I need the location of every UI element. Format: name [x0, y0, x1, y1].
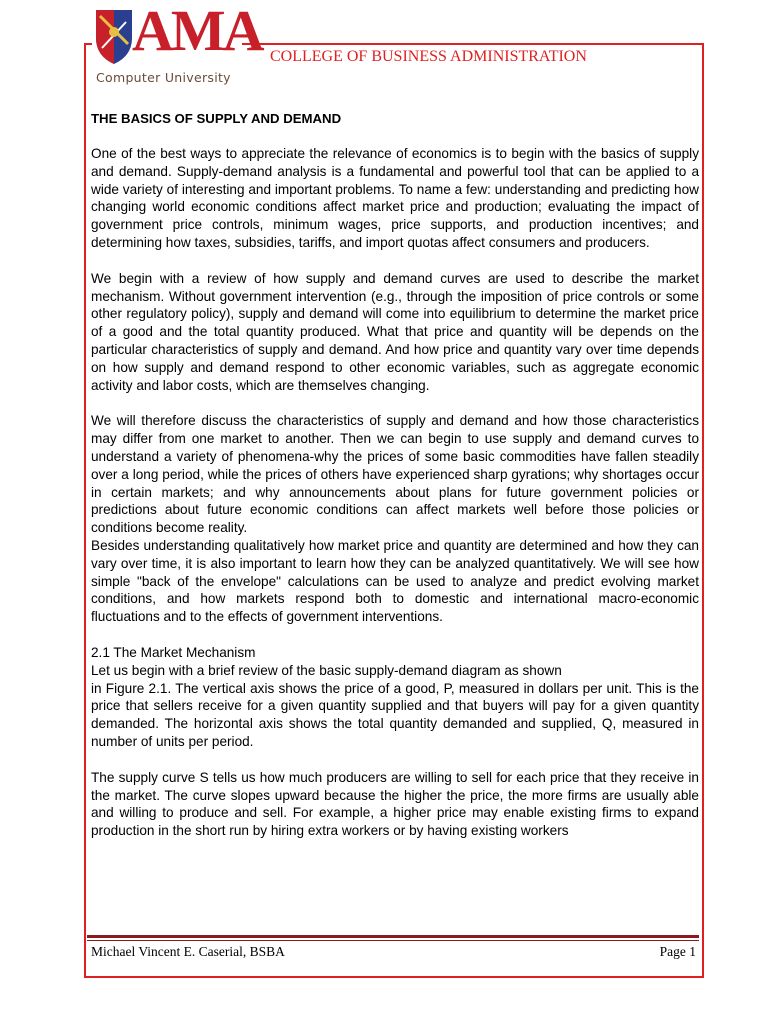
logo-subtitle: Computer University: [96, 70, 231, 85]
paragraph: We will therefore discuss the characteristics of supply and demand and how those characteristics may differ from one market to another. Then we can begin to use supply and demand curves to understand a variety of phenomena-why the prices of some basic commodities have fallen steadily over a long period, while the prices of others have experienced sharp gyrations; why shortages occur in certain markets; and why announcements about plans for future government policies or predictions about future economic conditions can affect markets well before those policies or conditions become reality.: [91, 413, 699, 536]
footer-rule-thin: [87, 940, 699, 941]
paragraph: Let us begin with a brief review of the basic supply-demand diagram as shown: [91, 662, 562, 678]
paragraph: One of the best ways to appreciate the relevance of economics is to begin with the basics of supply and demand. Supply-demand analysis is a fundamental and powerful tool that can be applied to a wide variety of interesting and important problems. To name a few: understanding and predicting how changing world economic conditions affect market price and production; evaluating the impact of government price controls, minimum wages, price supports, and production incentives; and determining how taxes, subsidies, tariffs, and import quotas affect consumers and producers.: [91, 146, 699, 250]
ama-logo: [92, 0, 262, 88]
document-body: [91, 110, 699, 840]
paragraph: The supply curve S tells us how much producers are willing to sell for each price that they receive in the market. The curve slopes upward because the higher the price, the more firms are usually able and willing to produce and sell. For example, a higher price may enable existing firms to expand production in the short run by hiring extra workers or by having existing workers: [91, 769, 699, 839]
paragraph: in Figure 2.1. The vertical axis shows the price of a good, P, measured in dollars per unit. This is the price that sellers receive for a given quantity supplied and that buyers will pay for a given quantity demanded. The horizontal axis shows the total quantity demanded and supplied, Q, measured in number of units per period.: [91, 680, 699, 749]
page-number: Page 1: [659, 944, 696, 959]
footer-author: Michael Vincent E. Caserial, BSBA: [91, 944, 285, 959]
paragraph: We begin with a review of how supply and demand curves are used to describe the market mechanism. Without government intervention (e.g., through the imposition of price controls or some other regulatory policy), supply and demand will come into equilibrium to determine the market price of a good and the total quantity produced. What that price and quantity will be depends on the particular characteristics of supply and demand. And how price and quantity vary over time depends on how supply and demand respond to other economic variables, such as aggregate economic activity and labor costs, which are themselves changing.: [91, 270, 699, 393]
footer-rule: [87, 935, 699, 938]
paragraph: Besides understanding qualitatively how market price and quantity are determined and how they can vary over time, it is also important to learn how they can be analyzed quantitatively. We will see how simple "back of the envelope" calculations can be used to analyze and predict evolving market conditions, and how markets respond both to domestic and international macro-economic fluctuations and to the effects of government interventions.: [91, 537, 699, 625]
section-heading: 2.1 The Market Mechanism: [91, 644, 256, 660]
logo-wordmark: AMA: [132, 0, 262, 63]
document-title: THE BASICS OF SUPPLY AND DEMAND: [91, 111, 342, 126]
college-name: COLLEGE OF BUSINESS ADMINISTRATION: [270, 48, 587, 65]
